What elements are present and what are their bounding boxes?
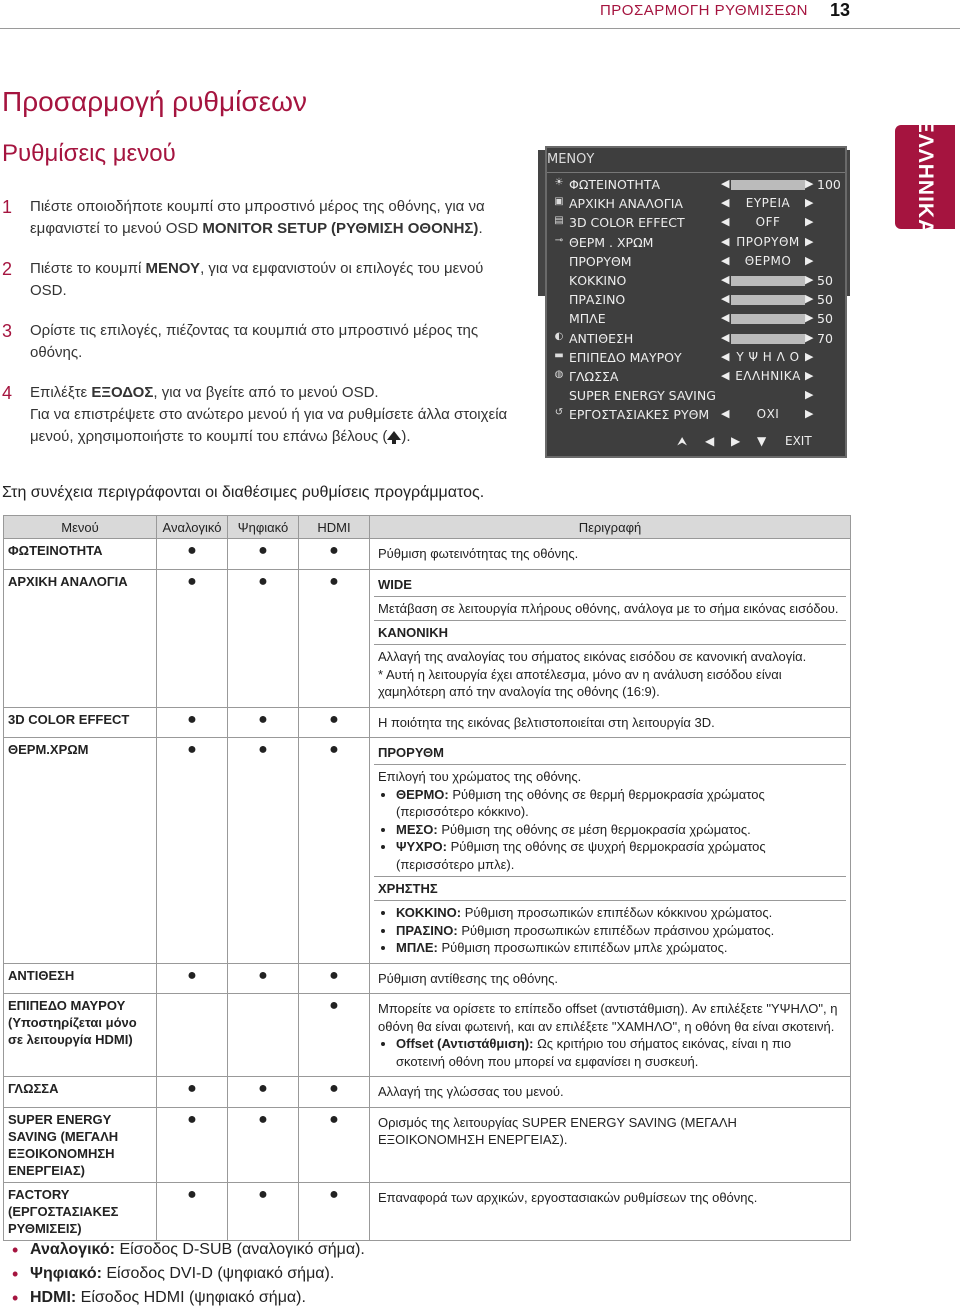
left-arrow-icon[interactable]: ◀ [721, 273, 730, 286]
list-item: • ΨΥΧΡΟ: Ρύθμιση της οθόνης σε ψυχρή θερμοκρασία χρώματος (περισσότερο μπλε). [396, 838, 842, 873]
step-1 [2, 196, 522, 240]
step-extra-text: Για να επιστρέψετε στο ανώτερο μενού ή για να ρυθμίσετε άλλα στοιχεία μενού, χρησιμοποιήστε το κουμπί του επάνω βέλους ( [30, 406, 508, 445]
left-arrow-icon[interactable]: ◀ [721, 311, 730, 325]
left-arrow-icon[interactable]: ◀ [721, 196, 730, 210]
right-arrow-icon[interactable]: ▶ [805, 407, 814, 421]
step-text: Πιέστε το κουμπί [30, 260, 146, 277]
support-dot: ● [228, 539, 299, 570]
support-dot: ● [299, 539, 370, 570]
step-number: 2 [2, 259, 13, 279]
contrast-icon: ◐ [554, 330, 564, 342]
left-arrow-icon[interactable]: ◀ [721, 215, 730, 229]
row-menu: ΑΡΧΙΚΗ ΑΝΑΛΟΓΙΑ [4, 569, 157, 707]
support-dot: ● [157, 738, 228, 964]
option-desc: Μετάβαση σε λειτουργία πλήρους οθόνης, ανάλογα με το σήμα εικόνας εισόδου. [378, 600, 839, 616]
header-menu: Μενού [4, 516, 157, 539]
support-dot: ● [157, 539, 228, 570]
osd-row-value: OFF [755, 215, 781, 230]
right-arrow-icon[interactable]: ▶ [805, 369, 814, 382]
list-item: • Offset (Αντιστάθμιση): Ως κριτήριο του σήματος εικόνας, είναι η πιο σκοτεινή οθόνη που μπορεί να εμφανίσει η συσκευή. [396, 1035, 842, 1070]
step-number: 1 [2, 197, 13, 217]
step-number: 3 [2, 321, 13, 341]
right-arrow-icon[interactable]: ▶ [805, 196, 814, 210]
row-menu: ΕΠΙΠΕΔΟ ΜΑΥΡΟΥ (Υποστηρίζεται μόνο σε λειτουργία HDMI) [4, 994, 157, 1077]
osd-row-label: ΑΝΤΙΘΕΣΗ [569, 330, 634, 346]
row-desc: Αλλαγή της γλώσσας του μενού. [378, 1084, 564, 1099]
table-row [4, 1077, 851, 1108]
osd-row[interactable] [547, 253, 845, 271]
legend-item: • HDMI: Είσοδος HDMI (ψηφιακό σήμα). [12, 1286, 365, 1310]
option-heading: ΧΡΗΣΤΗΣ [374, 876, 846, 901]
step-bold: ΕΞΟΔΟΣ [91, 384, 154, 401]
osd-row-label: ΑΡΧΙΚΗ ΑΝΑΛΟΓΙΑ [569, 196, 683, 212]
right-arrow-icon[interactable]: ▶ [805, 215, 814, 229]
support-dot: ● [228, 1182, 299, 1240]
right-arrow-icon[interactable]: ▶ [805, 273, 814, 286]
step-text: Ορίστε τις επιλογές, πιέζοντας τα κουμπιά στο μπροστινό μέρος της οθόνης. [30, 322, 479, 361]
reset-icon: ↺ [554, 407, 564, 419]
option-heading: ΚΑΝΟΝΙΚΗ [374, 620, 846, 645]
down-arrow-icon[interactable]: ▼ [757, 434, 767, 448]
osd-row[interactable] [547, 387, 845, 405]
osd-slider[interactable] [731, 314, 805, 324]
osd-row-label: ΚΟΚΚΙΝΟ [569, 273, 627, 288]
right-arrow-icon[interactable]: ▶ [805, 253, 814, 267]
row-desc: Ορισμός της λειτουργίας SUPER ENERGY SAVING (ΜΕΓΑΛΗ ΕΞΟΙΚΟΝΟΜΗΣΗ ΕΝΕΡΓΕΙΑΣ). [378, 1114, 737, 1147]
list-item: • ΘΕΡΜΟ: Ρύθμιση της οθόνης σε θερμή θερμοκρασία χρώματος (περισσότερο κόκκινο). [396, 786, 842, 821]
list-item: • ΜΠΛΕ: Ρύθμιση προσωπικών επιπέδων μπλε χρώματος. [396, 939, 842, 957]
option-desc: Αλλαγή της αναλογίας του σήματος εικόνας εισόδου σε κανονική αναλογία. [378, 649, 807, 664]
header-hdmi: HDMI [299, 516, 370, 539]
support-empty [157, 994, 228, 1077]
support-dot: ● [157, 707, 228, 738]
right-arrow-icon[interactable]: ▶ [805, 388, 814, 402]
left-arrow-icon[interactable]: ◀ [721, 253, 730, 267]
list-item: • ΚΟΚΚΙΝΟ: Ρύθμιση προσωπικών επιπέδων κόκκινου χρώματος. [396, 904, 842, 922]
header-description: Περιγραφή [370, 516, 851, 539]
up-arrow-icon[interactable]: ⮝ [677, 434, 688, 448]
osd-row-value: 50 [817, 292, 833, 308]
table-row [4, 569, 851, 707]
support-dot: ● [299, 963, 370, 994]
support-dot: ● [157, 1107, 228, 1182]
exit-button[interactable]: EXIT [785, 434, 812, 448]
osd-row-label: ΠΡΑΣΙΝΟ [569, 292, 626, 308]
list-item: • ΠΡΑΣΙΝΟ: Ρύθμιση προσωπικών επιπέδων πράσινου χρώματος. [396, 922, 842, 940]
right-arrow-icon[interactable]: ▶ [805, 292, 814, 306]
osd-row-label: SUPER ENERGY SAVING [569, 388, 716, 404]
step-text-end: , για να βγείτε από το μενού OSD. [153, 384, 379, 401]
support-empty [228, 994, 299, 1077]
table-row [4, 1107, 851, 1182]
table-row [4, 539, 851, 570]
osd-row-value: 50 [817, 311, 833, 327]
osd-row-label: ΜΠΛΕ [569, 311, 606, 327]
table-row [4, 1182, 851, 1240]
table-row [4, 738, 851, 964]
3d-icon: ▤ [554, 215, 564, 227]
input-legend [12, 1238, 365, 1310]
support-dot: ● [299, 738, 370, 964]
osd-row[interactable] [547, 406, 845, 424]
page-number: 13 [829, 0, 850, 20]
step-text: Πιέστε οποιοδήποτε κουμπί στο μπροστινό μέρος της οθόνης, για να εμφανιστεί το μενού OSD [30, 198, 485, 237]
osd-row-label: 3D COLOR EFFECT [569, 215, 685, 231]
left-arrow-icon[interactable]: ◀ [721, 369, 730, 382]
page-title: Προσαρμογή ρυθμίσεων [2, 86, 307, 117]
language-tab-label: ΕΛΛΗΝΙΚΑ [914, 118, 937, 236]
left-arrow-icon[interactable]: ◀ [721, 330, 730, 344]
row-menu: 3D COLOR EFFECT [4, 707, 157, 738]
left-arrow-icon[interactable]: ◀ [721, 292, 730, 306]
osd-footer [547, 434, 845, 454]
support-dot: ● [228, 569, 299, 707]
section-title: ΠΡΟΣΑΡΜΟΓΗ ΡΥΘΜΙΣΕΩΝ [599, 2, 808, 19]
support-dot: ● [299, 1107, 370, 1182]
table-row [4, 707, 851, 738]
osd-row[interactable] [547, 291, 845, 309]
option-note: * Αυτή η λειτουργία έχει αποτέλεσμα, μόνο αν η ανάλυση εισόδου είναι χαμηλότερη από την αναλογία της οθόνης (16:9). [378, 666, 782, 699]
osd-row-value: ΘΕΡΜΟ [744, 253, 792, 268]
header-digital: Ψηφιακό [228, 516, 299, 539]
support-dot: ● [299, 1077, 370, 1108]
osd-row-value: Υ Ψ Η Λ Ο [736, 349, 800, 364]
row-menu: ΦΩΤΕΙΝΟΤΗΤΑ [4, 539, 157, 570]
osd-slider[interactable] [731, 295, 805, 305]
page-header [0, 0, 960, 29]
osd-menu [545, 146, 847, 458]
intro-text: Στη συνέχεια περιγράφονται οι διαθέσιμες ρυθμίσεις προγράμματος. [2, 484, 485, 501]
osd-row-value: ΠΡΟΡΥΘΜ [736, 234, 800, 249]
right-arrow-icon[interactable]: ▶ [805, 330, 814, 344]
right-arrow-icon[interactable]: ▶ [805, 177, 814, 190]
osd-slider[interactable] [731, 180, 805, 190]
osd-row[interactable] [547, 214, 845, 232]
osd-row-label: ΓΛΩΣΣΑ [569, 369, 619, 384]
step-text-end: , για να εμφανιστούν οι επιλογές του μενού OSD. [30, 260, 484, 299]
list-item: • ΜΕΣΟ: Ρύθμιση της οθόνης σε μέση θερμοκρασία χρώματος. [396, 821, 842, 839]
right-arrow-icon[interactable]: ▶ [805, 311, 814, 325]
option-desc: Επιλογή του χρώματος της οθόνης. [378, 769, 582, 784]
osd-row-value: ΕΛΛΗΝΙΚΑ [735, 369, 801, 383]
osd-divider [547, 172, 845, 173]
row-menu: FACTORY (ΕΡΓΟΣΤΑΣΙΑΚΕΣ ΡΥΘΜΙΣΕΙΣ) [4, 1182, 157, 1240]
support-dot: ● [299, 1182, 370, 1240]
osd-row-label: ΠΡΟΡΥΘΜ [569, 253, 632, 269]
step-text-end: . [478, 220, 483, 237]
row-menu: ΘΕΡΜ.ΧΡΩΜ [4, 738, 157, 964]
language-tab [895, 118, 955, 236]
globe-icon: ◍ [554, 369, 564, 380]
support-dot: ● [228, 963, 299, 994]
osd-slider[interactable] [731, 334, 805, 344]
table-header-row [4, 516, 851, 539]
support-dot: ● [299, 707, 370, 738]
osd-row[interactable] [547, 176, 845, 194]
step-4 [2, 382, 522, 448]
osd-row[interactable] [547, 195, 845, 213]
up-arrow-icon [387, 431, 401, 440]
osd-row[interactable] [547, 330, 845, 348]
table-row [4, 994, 851, 1077]
row-menu: ΑΝΤΙΘΕΣΗ [4, 963, 157, 994]
header-analog: Αναλογικό [157, 516, 228, 539]
support-dot: ● [228, 707, 299, 738]
osd-row-label: ΦΩΤΕΙΝΟΤΗΤΑ [569, 177, 661, 192]
left-arrow-icon[interactable]: ◀ [721, 407, 730, 421]
step-3 [2, 320, 522, 364]
preset-list [378, 786, 842, 874]
table-row [4, 963, 851, 994]
left-arrow-icon[interactable]: ◀ [705, 434, 715, 448]
row-desc: Ρύθμιση αντίθεσης της οθόνης. [378, 970, 558, 986]
user-list [378, 904, 842, 957]
row-desc: Η ποιότητα της εικόνας βελτιστοποιείται στη λειτουργία 3D. [378, 714, 715, 730]
option-heading: ΠΡΟΡΥΘΜ [374, 741, 846, 765]
section-subtitle: Ρυθμίσεις μενού [2, 140, 176, 167]
option-heading: WIDE [374, 573, 846, 597]
osd-row[interactable] [547, 272, 845, 290]
black-level-icon: ▬ [554, 349, 564, 361]
support-dot: ● [157, 569, 228, 707]
right-arrow-icon[interactable]: ▶ [805, 349, 814, 363]
step-bold: MONITOR SETUP (ΡΥΘΜΙΣΗ ΟΘΟΝΗΣ) [202, 220, 479, 237]
osd-row-label: ΕΠΙΠΕΔΟ ΜΑΥΡΟΥ [569, 349, 682, 365]
osd-row-value: 100 [817, 177, 841, 192]
osd-row-value: ΕΥΡΕΙΑ [745, 196, 791, 211]
support-dot: ● [228, 1077, 299, 1108]
blacklevel-list [378, 1035, 842, 1070]
row-desc: Επαναφορά των αρχικών, εργοστασιακών ρυθμίσεων της οθόνης. [378, 1189, 758, 1205]
step-number: 4 [2, 383, 13, 403]
row-desc: Ρύθμιση φωτεινότητας της οθόνης. [378, 546, 579, 561]
right-arrow-icon[interactable]: ▶ [805, 234, 814, 248]
row-menu: ΓΛΩΣΣΑ [4, 1077, 157, 1108]
left-arrow-icon[interactable]: ◀ [721, 177, 730, 190]
osd-slider[interactable] [731, 276, 805, 286]
legend-item: • Αναλογικό: Είσοδος D-SUB (αναλογικό σήμα). [12, 1238, 365, 1262]
osd-row[interactable] [547, 368, 845, 386]
osd-row-label: ΕΡΓΟΣΤΑΣΙΑΚΕΣ ΡΥΘΜ [569, 407, 710, 423]
right-arrow-icon[interactable]: ▶ [731, 434, 741, 448]
osd-row[interactable] [547, 234, 845, 252]
support-dot: ● [157, 1182, 228, 1240]
aspect-icon: ▣ [554, 196, 564, 208]
left-arrow-icon[interactable]: ◀ [721, 234, 730, 248]
osd-row-value: 70 [817, 330, 833, 346]
support-dot: ● [299, 994, 370, 1077]
support-dot: ● [299, 569, 370, 707]
osd-row[interactable] [547, 349, 845, 367]
support-dot: ● [157, 963, 228, 994]
support-dot: ● [228, 1107, 299, 1182]
step-2 [2, 258, 522, 302]
settings-table [3, 515, 851, 1241]
support-dot: ● [228, 738, 299, 964]
step-bold: ΜΕΝΟΥ [145, 260, 201, 277]
steps-list [2, 196, 522, 466]
osd-title: ΜΕΝΟΥ [547, 152, 595, 167]
support-dot: ● [157, 1077, 228, 1108]
osd-row-value: ΟΧΙ [756, 407, 780, 422]
row-desc: Μπορείτε να ορίσετε το επίπεδο offset (αντιστάθμιση). Αν επιλέξετε "ΥΨΗΛΟ", η οθόνη θα είναι φωτεινή, και αν επιλέξετε "ΧΑΜΗΛΟ", η οθόνη θα είναι σκοτεινή. [378, 1001, 838, 1034]
row-menu: SUPER ENERGY SAVING (ΜΕΓΑΛΗ ΕΞΟΙΚΟΝΟΜΗΣΗ ΕΝΕΡΓΕΙΑΣ) [4, 1107, 157, 1182]
legend-item: • Ψηφιακό: Είσοδος DVI-D (ψηφιακό σήμα). [12, 1262, 365, 1286]
step-extra-end: ). [401, 428, 411, 445]
sun-icon: ☀ [554, 177, 564, 188]
thermometer-icon: ⊸ [554, 234, 564, 246]
left-arrow-icon[interactable]: ◀ [721, 349, 730, 363]
osd-row-value: 50 [817, 273, 833, 288]
step-text: Επιλέξτε [30, 384, 92, 401]
osd-row[interactable] [547, 310, 845, 328]
osd-row-label: ΘΕΡΜ . ΧΡΩΜ [569, 234, 654, 250]
